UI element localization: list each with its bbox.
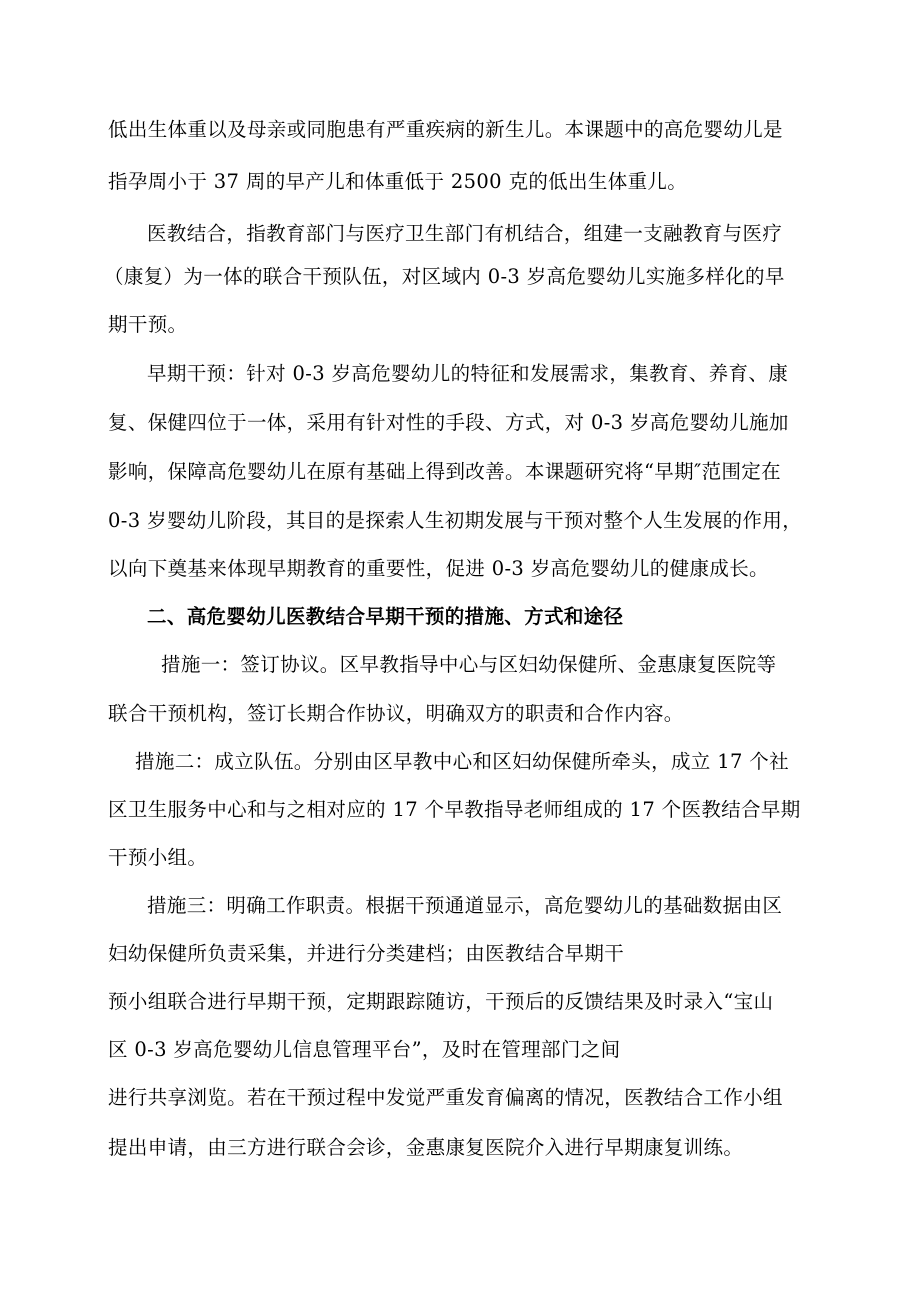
- paragraph-line: 区 0-3 岁高危婴幼儿信息管理平台”，及时在管理部门之间: [108, 1038, 621, 1061]
- paragraph-line: 医教结合，指教育部门与医疗卫生部门有机结合，组建一支融教育与医疗: [147, 222, 783, 245]
- paragraph-line: 预小组联合进行早期干预，定期跟踪随访，干预后的反馈结果及时录入“宝山: [108, 990, 774, 1013]
- paragraph-line: 以向下奠基来体现早期教育的重要性，促进 0-3 岁高危婴幼儿的健康成长。: [108, 557, 769, 580]
- paragraph-line: 措施三：明确工作职责。根据干预通道显示，高危婴幼儿的基础数据由区: [147, 894, 783, 917]
- paragraph-line: 措施二：成立队伍。分别由区早教中心和区妇幼保健所牵头，成立 17 个社: [135, 750, 789, 773]
- paragraph-line: 措施一：签订协议。区早教指导中心与区妇幼保健所、金惠康复医院等: [161, 653, 777, 676]
- paragraph-line: 妇幼保健所负责采集，并进行分类建档；由医教结合早期干: [108, 942, 625, 965]
- paragraph-line: 指孕周小于 37 周的早产儿和体重低于 2500 克的低出生体重儿。: [108, 170, 688, 193]
- paragraph-line: 区卫生服务中心和与之相对应的 17 个早教指导老师组成的 17 个医教结合早期: [108, 798, 801, 821]
- section-heading: 二、高危婴幼儿医教结合早期干预的措施、方式和途径: [147, 605, 624, 628]
- paragraph-line: 0-3 岁婴幼儿阶段，其目的是探索人生初期发展与干预对整个人生发展的作用，: [108, 509, 803, 532]
- paragraph-line: （康复）为一体的联合干预队伍，对区域内 0-3 岁高危婴幼儿实施多样化的早: [104, 265, 785, 288]
- paragraph-line: 干预小组。: [108, 846, 208, 869]
- paragraph-line: 提出申请，由三方进行联合会诊，金惠康复医院介入进行早期康复训练。: [108, 1136, 744, 1159]
- paragraph-line: 期干预。: [108, 313, 188, 336]
- paragraph-line: 早期干预：针对 0-3 岁高危婴幼儿的特征和发展需求，集教育、养育、康: [147, 362, 789, 385]
- paragraph-line: 联合干预机构，签订长期合作协议，明确双方的职责和合作内容。: [108, 702, 684, 725]
- paragraph-line: 进行共享浏览。若在干预过程中发觉严重发育偏离的情况，医教结合工作小组: [108, 1086, 783, 1109]
- paragraph-line: 低出生体重以及母亲或同胞患有严重疾病的新生儿。本课题中的高危婴幼儿是: [108, 118, 783, 141]
- paragraph-line: 影响，保障高危婴幼儿在原有基础上得到改善。本课题研究将“早期″范围定在: [108, 460, 782, 483]
- paragraph-line: 复、保健四位于一体，采用有针对性的手段、方式，对 0-3 岁高危婴幼儿施加: [108, 411, 789, 434]
